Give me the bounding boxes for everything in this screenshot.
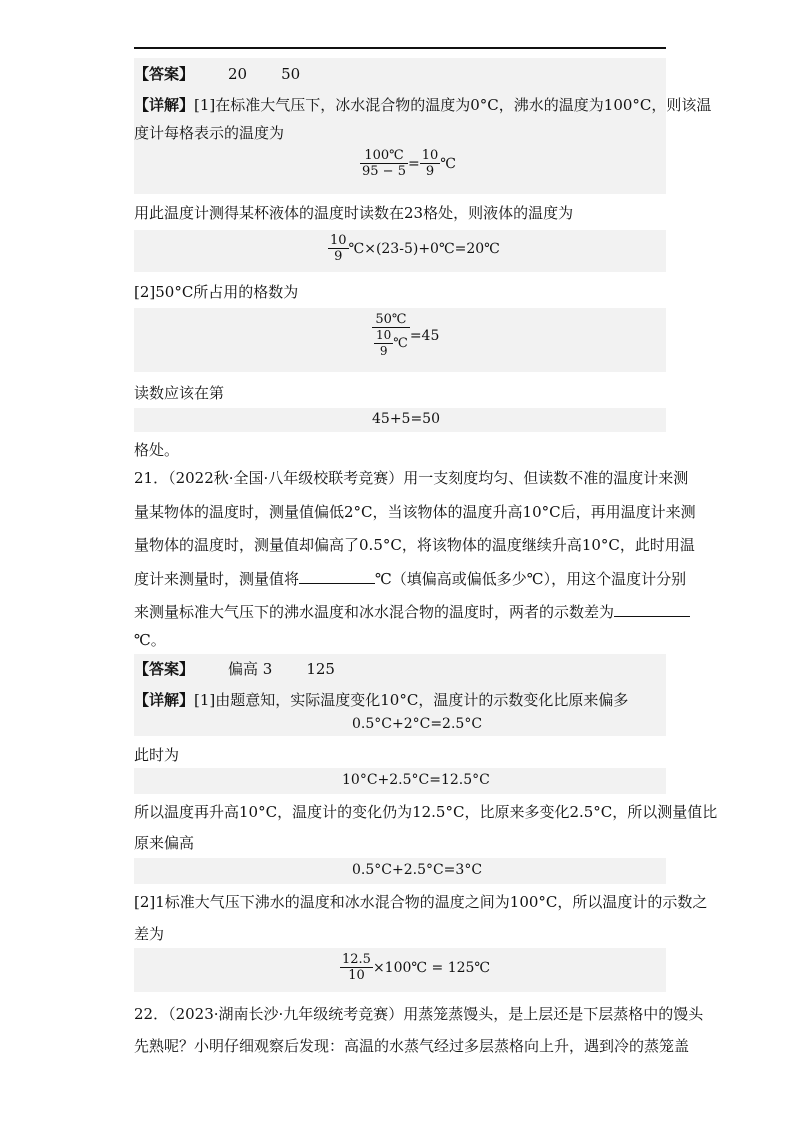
question-line: 21．（2022秋·全国·八年级校联考竞赛）用一支刻度均匀、但读数不准的温度计来测 (134, 469, 689, 487)
equation: $\frac{10}{9}$ ℃×(23-5)+0℃=20℃ (330, 233, 500, 264)
detail-line: 此时为 (134, 746, 180, 764)
answer-blank (299, 569, 375, 584)
equation: 10°C+2.5°C=12.5°C (342, 772, 490, 788)
question-line: 22．（2023·湖南长沙·九年级统考竞赛）用蒸笼蒸馒头，是上层还是下层蒸格中的馒头 (134, 1005, 704, 1023)
answer-blank (614, 602, 690, 617)
detail-line: 【详解】[1]由题意知，实际温度变化10°C，温度计的示数变化比原来偏多 (134, 691, 629, 709)
header-rule (134, 47, 666, 49)
equation: $\frac{100℃}{95 - 5}$ = $\frac{10}{9}$ ℃ (362, 148, 456, 179)
question-line: 量某物体的温度时，测量值偏低2°C，当该物体的温度升高10°C后，再用温度计来测 (134, 503, 696, 521)
detail-line: 【详解】[1]在标准大气压下，冰水混合物的温度为0°C，沸水的温度为100°C，则该温 (134, 96, 712, 114)
equation: $\frac{12.5}{10}$ ×100℃ = 125℃ (342, 952, 491, 983)
equation: 50℃ $\frac{10}{9}$ ℃ =45 (372, 312, 439, 359)
question-line: 先熟呢？小明仔细观察后发现：高温的水蒸气经过多层蒸格向上升，遇到冷的蒸笼盖 (134, 1037, 690, 1055)
answer-line-q21 (134, 659, 335, 679)
detail-line: 格处。 (134, 441, 180, 459)
question-line: 度计来测量时，测量值将 ℃（填偏高或偏低多少℃），用这个温度计分别 (134, 570, 687, 588)
answer-value: 20 (228, 65, 248, 83)
answer-value: 50 (281, 65, 301, 83)
question-line: 来测量标准大气压下的沸水温度和冰水混合物的温度时，两者的示数差为 (134, 602, 690, 622)
equation: 0.5°C+2.5°C=3°C (352, 862, 483, 878)
detail-line: 原来偏高 (134, 834, 195, 852)
detail-label: 【详解】 (134, 691, 195, 709)
detail-line: 所以温度再升高10°C，温度计的变化仍为12.5°C，比原来多变化2.5°C，所以测量值比 (134, 803, 718, 821)
question-line: ℃。 (134, 631, 166, 649)
answer-value: 偏高 3 (228, 660, 273, 678)
detail-line: 读数应该在第 (134, 384, 225, 402)
answer-label: 【答案】 (134, 660, 195, 678)
detail-line: 用此温度计测得某杯液体的温度时读数在23格处，则液体的温度为 (134, 204, 574, 222)
detail-line: [2]1标准大气压下沸水的温度和冰水混合物的温度之间为100°C，所以温度计的示数之 (134, 893, 708, 911)
detail-line: 度计每格表示的温度为 (134, 124, 285, 142)
answer-label: 【答案】 (134, 65, 195, 83)
answer-line-q20 (134, 64, 300, 84)
equation: 45+5=50 (372, 411, 440, 427)
detail-line: 差为 (134, 925, 165, 943)
equation: 0.5°C+2°C=2.5°C (352, 716, 483, 732)
question-line: 量物体的温度时，测量值却偏高了0.5°C，将该物体的温度继续升高10°C，此时用温 (134, 536, 695, 554)
answer-value: 125 (306, 660, 335, 678)
detail-label: 【详解】 (134, 96, 195, 114)
detail-line: [2]50°C所占用的格数为 (134, 283, 299, 301)
